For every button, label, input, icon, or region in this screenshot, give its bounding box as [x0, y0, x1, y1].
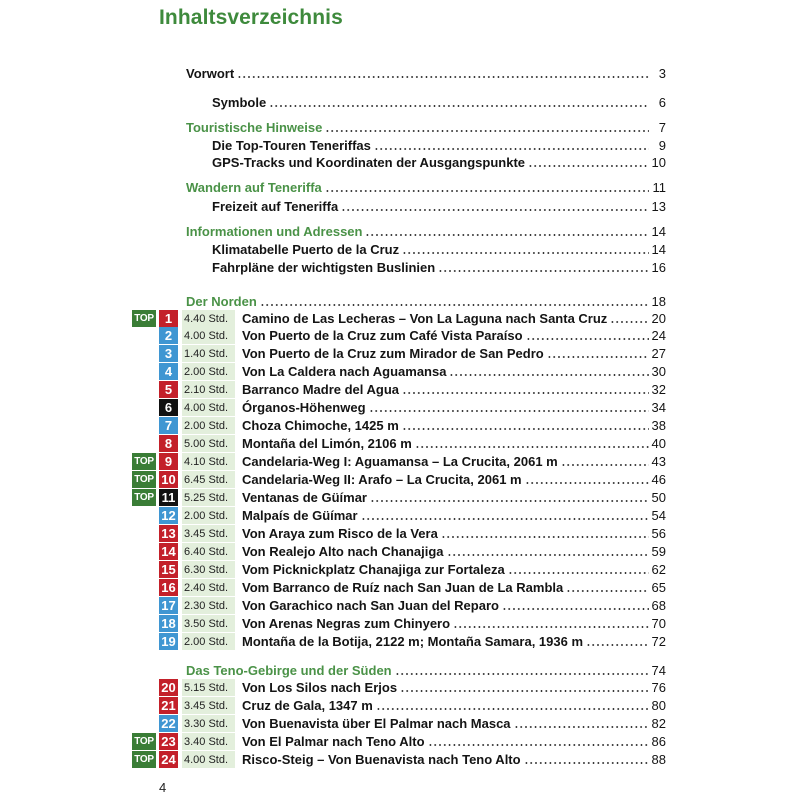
- dot-leader: [449, 374, 648, 376]
- dot-leader: [438, 270, 648, 272]
- toc-entry-page: 46: [651, 472, 666, 487]
- tour-entry[interactable]: [242, 434, 666, 453]
- top-tour-badge: TOP: [132, 471, 156, 488]
- tour-duration: 6.40 Std.: [182, 543, 235, 560]
- dot-leader: [369, 410, 649, 412]
- tour-entry[interactable]: [242, 524, 666, 543]
- toc-entry-page: 56: [651, 526, 666, 541]
- toc-entry-label: Von La Caldera nach Aguamansa: [242, 364, 447, 379]
- tour-entry[interactable]: [242, 506, 666, 525]
- tour-duration: 2.30 Std.: [182, 597, 235, 614]
- page-title: Inhaltsverzeichnis: [159, 6, 343, 29]
- toc-entry-page: 59: [651, 544, 666, 559]
- tour-entry[interactable]: [242, 632, 666, 651]
- tour-entry[interactable]: [242, 344, 666, 363]
- toc-section-entry[interactable]: [186, 222, 666, 241]
- toc-entry-page: 3: [658, 66, 666, 81]
- tour-duration: 6.45 Std.: [182, 471, 235, 488]
- tour-number-badge: 6: [159, 399, 178, 416]
- dot-leader: [610, 321, 648, 323]
- dot-leader: [514, 726, 649, 728]
- dot-leader: [502, 608, 649, 610]
- tour-number-badge: 3: [159, 345, 178, 362]
- dot-leader: [528, 165, 649, 167]
- toc-entry-label: Touristische Hinweise: [186, 120, 323, 135]
- toc-entry-label: Vom Picknickplatz Chanajiga zur Fortaleza: [242, 562, 505, 577]
- tour-duration: 4.10 Std.: [182, 453, 235, 470]
- tour-number-badge: 22: [159, 715, 178, 732]
- tour-entry[interactable]: [242, 488, 666, 507]
- tour-duration: 4.00 Std.: [182, 399, 235, 416]
- toc-entry-page: 16: [651, 260, 666, 275]
- dot-leader: [566, 590, 648, 592]
- toc-entry-page: 76: [651, 680, 666, 695]
- toc-entry-label: Risco-Steig – Von Buenavista nach Teno Alto: [242, 752, 521, 767]
- toc-entry-page: 27: [651, 346, 666, 361]
- dot-leader: [341, 209, 648, 211]
- tour-duration: 2.00 Std.: [182, 507, 235, 524]
- toc-entry-page: 62: [651, 562, 666, 577]
- tour-entry[interactable]: [242, 614, 666, 633]
- tour-duration: 4.00 Std.: [182, 751, 235, 768]
- tour-entry[interactable]: [242, 362, 666, 381]
- tour-number-badge: 21: [159, 697, 178, 714]
- dot-leader: [526, 338, 649, 340]
- toc-entry-page: 18: [651, 294, 666, 309]
- toc-entry-page: 30: [651, 364, 666, 379]
- toc-entry[interactable]: [212, 240, 666, 259]
- tour-number-badge: 5: [159, 381, 178, 398]
- toc-entry-label: Malpaís de Güímar: [242, 508, 358, 523]
- toc-entry-label: Von Realejo Alto nach Chanajiga: [242, 544, 444, 559]
- tour-duration: 2.10 Std.: [182, 381, 235, 398]
- dot-leader: [586, 644, 649, 646]
- toc-entry-page: 32: [651, 382, 666, 397]
- dot-leader: [376, 708, 649, 710]
- toc-entry-page: 9: [658, 138, 666, 153]
- tour-entry[interactable]: [242, 696, 666, 715]
- toc-entry-label: Das Teno-Gebirge und der Süden: [186, 663, 392, 678]
- toc-entry-label: Barranco Madre del Agua: [242, 382, 400, 397]
- toc-entry-page: 54: [651, 508, 666, 523]
- dot-leader: [525, 482, 649, 484]
- tour-duration: 1.40 Std.: [182, 345, 235, 362]
- toc-entry-label: Fahrpläne der wichtigsten Buslinien: [212, 260, 436, 275]
- page-number: 4: [159, 780, 167, 795]
- toc-entry-page: 74: [651, 663, 666, 678]
- toc-entry-page: 86: [651, 734, 666, 749]
- toc-section-entry[interactable]: [186, 178, 666, 197]
- dot-leader: [402, 392, 649, 394]
- dot-leader: [441, 536, 649, 538]
- tour-entry[interactable]: [242, 750, 666, 769]
- toc-entry-label: Freizeit auf Teneriffa: [212, 199, 339, 214]
- tour-number-badge: 10: [159, 471, 178, 488]
- dot-leader: [365, 234, 648, 236]
- toc-entry-page: 6: [658, 95, 666, 110]
- tour-duration: 2.40 Std.: [182, 579, 235, 596]
- toc-entry-page: 11: [652, 180, 666, 195]
- toc-section-entry[interactable]: [186, 118, 666, 137]
- tour-duration: 3.45 Std.: [182, 525, 235, 542]
- tour-entry[interactable]: [242, 326, 666, 345]
- toc-entry-label: Von Arenas Negras zum Chinyero: [242, 616, 451, 631]
- tour-number-badge: 2: [159, 327, 178, 344]
- toc-entry-label: Von Los Silos nach Erjos: [242, 680, 398, 695]
- tour-entry[interactable]: [242, 714, 666, 733]
- toc-entry-label: Der Norden: [186, 294, 257, 309]
- dot-leader: [374, 148, 649, 150]
- tour-duration: 5.00 Std.: [182, 435, 235, 452]
- tour-entry[interactable]: [242, 560, 666, 579]
- toc-entry-page: 82: [651, 716, 666, 731]
- toc-entry-label: Montaña de la Botija, 2122 m; Montaña Samara, 1936 m: [242, 634, 584, 649]
- top-tour-badge: TOP: [132, 310, 156, 327]
- dot-leader: [402, 252, 648, 254]
- tour-number-badge: 15: [159, 561, 178, 578]
- tour-entry[interactable]: [242, 398, 666, 417]
- dot-leader: [260, 304, 649, 306]
- tour-number-badge: 20: [159, 679, 178, 696]
- tour-number-badge: 9: [159, 453, 178, 470]
- tour-entry[interactable]: [242, 732, 666, 751]
- top-tour-badge: TOP: [132, 453, 156, 470]
- dot-leader: [269, 105, 649, 107]
- tour-number-badge: 23: [159, 733, 178, 750]
- tour-duration: 2.00 Std.: [182, 363, 235, 380]
- toc-entry-label: Symbole: [212, 95, 267, 110]
- top-tour-badge: TOP: [132, 751, 156, 768]
- toc-entry-page: 10: [651, 155, 666, 170]
- tour-number-badge: 8: [159, 435, 178, 452]
- toc-entry-page: 34: [651, 400, 666, 415]
- tour-number-badge: 17: [159, 597, 178, 614]
- toc-entry[interactable]: [186, 64, 666, 83]
- dot-leader: [547, 356, 649, 358]
- tour-duration: 6.30 Std.: [182, 561, 235, 578]
- toc-entry-label: Informationen und Adressen: [186, 224, 363, 239]
- tour-number-badge: 13: [159, 525, 178, 542]
- tour-entry[interactable]: [242, 452, 666, 471]
- toc-entry-label: Vorwort: [186, 66, 235, 81]
- dot-leader: [453, 626, 648, 628]
- tour-entry[interactable]: [242, 542, 666, 561]
- tour-entry[interactable]: [242, 470, 666, 489]
- toc-entry-label: Cruz de Gala, 1347 m: [242, 698, 373, 713]
- dot-leader: [402, 428, 649, 430]
- dot-leader: [237, 76, 649, 78]
- tour-duration: 4.00 Std.: [182, 327, 235, 344]
- toc-entry-page: 38: [651, 418, 666, 433]
- toc-entry-label: Camino de Las Lecheras – Von La Laguna nach Santa Cruz: [242, 311, 608, 326]
- dot-leader: [415, 446, 649, 448]
- toc-entry-label: GPS-Tracks und Koordinaten der Ausgangspunkte: [212, 155, 526, 170]
- dot-leader: [325, 190, 649, 192]
- tour-number-badge: 7: [159, 417, 178, 434]
- toc-entry-label: Ventanas de Güímar: [242, 490, 367, 505]
- tour-entry[interactable]: [242, 578, 666, 597]
- toc-entry-page: 14: [651, 242, 666, 257]
- toc-entry-label: Die Top-Touren Teneriffas: [212, 138, 371, 153]
- toc-entry-label: Von Garachico nach San Juan del Reparo: [242, 598, 499, 613]
- tour-duration: 3.45 Std.: [182, 697, 235, 714]
- toc-entry-label: Von Araya zum Risco de la Vera: [242, 526, 438, 541]
- toc-entry[interactable]: [212, 197, 666, 216]
- dot-leader: [561, 464, 649, 466]
- toc-entry-label: Vom Barranco de Ruíz nach San Juan de La Rambla: [242, 580, 564, 595]
- toc-entry[interactable]: [212, 153, 666, 172]
- tour-number-badge: 1: [159, 310, 178, 327]
- toc-entry-page: 43: [651, 454, 666, 469]
- tour-duration: 3.50 Std.: [182, 615, 235, 632]
- toc-entry-label: Órganos-Höhenweg: [242, 400, 366, 415]
- tour-number-badge: 24: [159, 751, 178, 768]
- toc-entry-page: 50: [651, 490, 666, 505]
- tour-entry[interactable]: [242, 678, 666, 697]
- toc-entry-label: Von El Palmar nach Teno Alto: [242, 734, 425, 749]
- toc-entry-label: Wandern auf Teneriffa: [186, 180, 322, 195]
- toc-entry-label: Montaña del Limón, 2106 m: [242, 436, 412, 451]
- dot-leader: [395, 673, 649, 675]
- toc-entry-page: 72: [651, 634, 666, 649]
- tour-number-badge: 16: [159, 579, 178, 596]
- tour-entry[interactable]: [242, 380, 666, 399]
- toc-entry-page: 68: [651, 598, 666, 613]
- toc-entry-page: 24: [651, 328, 666, 343]
- toc-entry-page: 7: [658, 120, 666, 135]
- tour-number-badge: 12: [159, 507, 178, 524]
- top-tour-badge: TOP: [132, 733, 156, 750]
- tour-number-badge: 14: [159, 543, 178, 560]
- toc-entry-label: Von Puerto de la Cruz zum Mirador de San Pedro: [242, 346, 544, 361]
- toc-entry-page: 70: [651, 616, 666, 631]
- toc-entry-label: Von Puerto de la Cruz zum Café Vista Paraíso: [242, 328, 523, 343]
- toc-entry-page: 88: [651, 752, 666, 767]
- top-tour-badge: TOP: [132, 489, 156, 506]
- toc-entry-label: Von Buenavista über El Palmar nach Masca: [242, 716, 511, 731]
- dot-leader: [325, 130, 649, 132]
- toc-entry-page: 14: [651, 224, 666, 239]
- toc-entry-page: 13: [651, 199, 666, 214]
- dot-leader: [508, 572, 649, 574]
- tour-duration: 4.40 Std.: [182, 310, 235, 327]
- tour-duration: 3.40 Std.: [182, 733, 235, 750]
- tour-duration: 2.00 Std.: [182, 633, 235, 650]
- tour-number-badge: 11: [159, 489, 178, 506]
- toc-entry[interactable]: [212, 93, 666, 112]
- tour-duration: 5.25 Std.: [182, 489, 235, 506]
- toc-entry-page: 40: [651, 436, 666, 451]
- toc-entry[interactable]: [212, 258, 666, 277]
- tour-number-badge: 4: [159, 363, 178, 380]
- dot-leader: [400, 690, 648, 692]
- dot-leader: [428, 744, 649, 746]
- dot-leader: [447, 554, 649, 556]
- toc-entry-label: Candelaria-Weg I: Aguamansa – La Crucita, 2061 m: [242, 454, 558, 469]
- dot-leader: [361, 518, 649, 520]
- dot-leader: [370, 500, 649, 502]
- toc-entry-label: Klimatabelle Puerto de la Cruz: [212, 242, 400, 257]
- tour-duration: 2.00 Std.: [182, 417, 235, 434]
- toc-entry-page: 20: [651, 311, 666, 326]
- tour-entry[interactable]: [242, 416, 666, 435]
- tour-number-badge: 18: [159, 615, 178, 632]
- tour-duration: 3.30 Std.: [182, 715, 235, 732]
- toc-entry-page: 65: [651, 580, 666, 595]
- dot-leader: [524, 762, 649, 764]
- toc-entry-label: Choza Chimoche, 1425 m: [242, 418, 399, 433]
- tour-duration: 5.15 Std.: [182, 679, 235, 696]
- tour-number-badge: 19: [159, 633, 178, 650]
- toc-entry-page: 80: [651, 698, 666, 713]
- toc-entry-label: Candelaria-Weg II: Arafo – La Crucita, 2061 m: [242, 472, 522, 487]
- tour-entry[interactable]: [242, 596, 666, 615]
